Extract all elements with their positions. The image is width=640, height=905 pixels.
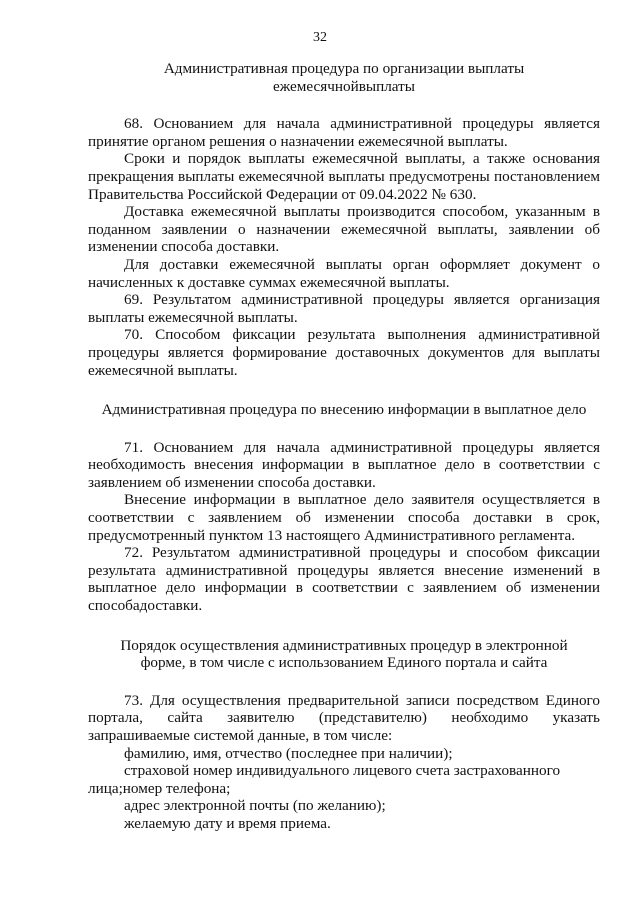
paragraph-delivery-document: Для доставки ежемесячной выплаты орган оформляет документ о начисленных к доставке суммах ежемесячной выплаты. [88,255,600,291]
paragraph-info-entry: Внесение информации в выплатное дело заявителя осуществляется в соответствии с заявлением об изменении способа доставки в срок, предусмотренный пунктом 13 настоящего Административного регламента. [88,491,600,544]
document-body [88,60,600,833]
section-heading-payment-organization: Административная процедура по организации выплаты ежемесячнойвыплаты [163,60,525,95]
list-item-date-time: желаемую дату и время приема. [124,814,331,832]
paragraph-73: 73. Для осуществления предварительной записи посредством Единого портала, сайта заявителю (представителю) необходимо указать запрашиваемые системой данные, в том числе: [88,691,600,744]
list-item-snils-phone: страховой номер индивидуального лицевого счета застрахованного лица;номер телефона; [88,762,561,797]
page-number: 32 [313,30,327,45]
paragraph-72: 72. Результатом административной процедуры и способом фиксации результата административной процедуры является внесение изменений в выплатное дело информации в соответствии с заявлением об изменении способадоставки. [88,544,600,615]
section-heading-payment-file: Административная процедура по внесению информации в выплатное дело [101,401,587,419]
list-item-email: адрес электронной почты (по желанию); [124,797,386,815]
list-item-full-name: фамилию, имя, отчество (последнее при наличии); [124,744,453,762]
paragraph-70: 70. Способом фиксации результата выполнения административной процедуры является формирование доставочных документов для выплаты ежемесячной выплаты. [88,326,600,379]
paragraph-69: 69. Результатом административной процедуры является организация выплаты ежемесячной выплаты. [88,291,600,326]
paragraph-delivery-method: Доставка ежемесячной выплаты производится способом, указанным в поданном заявлении о назначении ежемесячной выплаты, заявлении об изменении способа доставки. [88,203,600,256]
paragraph-68: 68. Основанием для начала административной процедуры является принятие органом решения о назначении ежемесячной выплаты. [88,115,600,150]
paragraph-71: 71. Основанием для начала административной процедуры является необходимость внесения информации в выплатное дело в соответствии с заявлением об изменении способа доставки. [88,438,600,491]
paragraph-payment-terms: Сроки и порядок выплаты ежемесячной выплаты, а также основания прекращения выплаты ежемесячной выплаты предусмотрены постановлением Правительства Российской Федерации от 09.04.2022 № 630. [88,150,600,203]
section-heading-electronic-procedures: Порядок осуществления административных процедур в электронной форме, в том числе с использованием Единого портала и сайта [120,636,568,672]
